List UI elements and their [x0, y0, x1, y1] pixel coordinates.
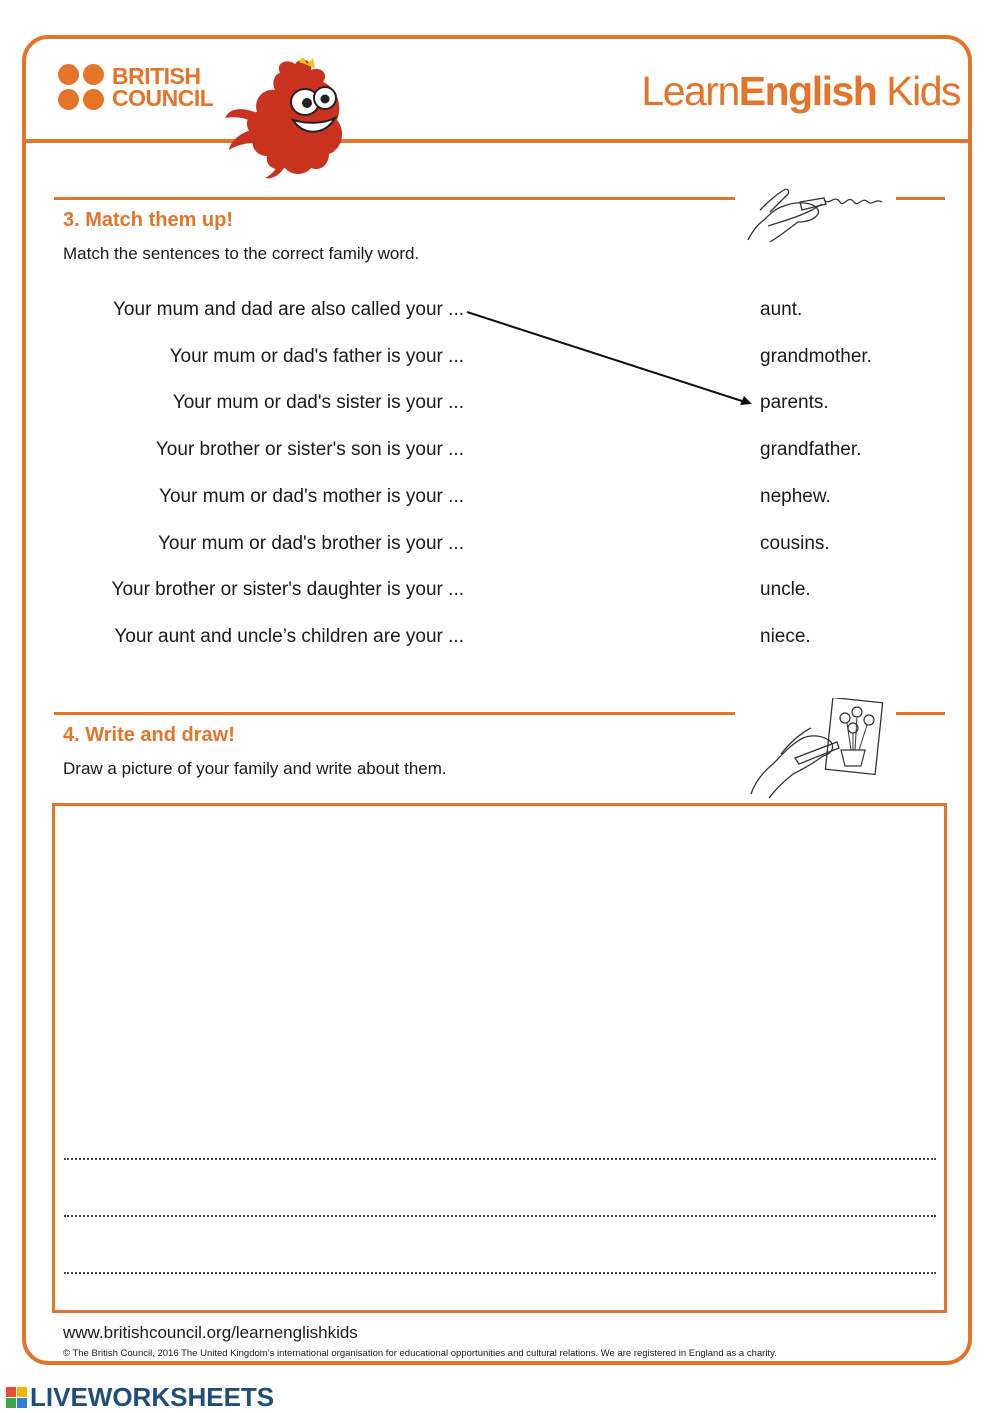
liveworksheets-logo	[6, 1382, 274, 1413]
footer-url: www.britishcouncil.org/learnenglishkids	[63, 1323, 358, 1342]
bc-logo-line1: BRITISH	[112, 63, 201, 89]
lek-logo-kids: Kids	[876, 68, 960, 114]
section4-instruction: Draw a picture of your family and write about them.	[63, 759, 447, 778]
hand-drawing-icon	[745, 698, 885, 800]
writing-line-3[interactable]	[64, 1272, 936, 1274]
match-right-item-2[interactable]: grandmother.	[760, 346, 872, 367]
liveworksheets-blocks-icon	[6, 1387, 27, 1408]
match-left-item-5[interactable]: Your mum or dad's mother is your ...	[159, 486, 464, 507]
writing-line-1[interactable]	[64, 1158, 936, 1160]
liveworksheets-text: LIVEWORKSHEETS	[30, 1382, 275, 1412]
match-left-item-1[interactable]: Your mum and dad are also called your ...	[113, 299, 464, 320]
bc-logo-line2: COUNCIL	[112, 85, 214, 111]
match-left-item-6[interactable]: Your mum or dad's brother is your ...	[157, 533, 464, 554]
match-right-item-4[interactable]: grandfather.	[760, 439, 862, 460]
match-left-item-2[interactable]: Your mum or dad's father is your ...	[169, 346, 464, 367]
drawing-area[interactable]	[52, 803, 947, 1313]
match-left-item-4[interactable]: Your brother or sister's son is your ...	[155, 439, 464, 460]
section4-rule-left	[54, 712, 735, 715]
match-left-item-7[interactable]: Your brother or sister's daughter is your ...	[111, 579, 464, 600]
match-right-item-1[interactable]: aunt.	[760, 299, 803, 320]
lek-logo-english: English	[738, 68, 877, 114]
section4-rule-right	[896, 712, 945, 715]
section3-title: 3. Match them up!	[63, 209, 234, 231]
footer-copyright: © The British Council, 2016 The United Kingdom’s international organisation for educational opportunities and cultural relations. We are registered in England as a charity.	[63, 1348, 777, 1359]
match-left-item-8[interactable]: Your aunt and uncle’s children are your ...	[114, 626, 464, 647]
match-right-item-6[interactable]: cousins.	[760, 533, 830, 554]
match-right-item-8[interactable]: niece.	[760, 626, 811, 647]
match-right-item-7[interactable]: uncle.	[760, 579, 811, 600]
writing-line-2[interactable]	[64, 1215, 936, 1217]
section3-instruction: Match the sentences to the correct family word.	[63, 244, 420, 263]
match-right-item-3[interactable]: parents.	[760, 392, 829, 413]
match-left-item-3[interactable]: Your mum or dad's sister is your ...	[172, 392, 464, 413]
lek-logo-learn: Learn	[641, 68, 739, 114]
section4-title: 4. Write and draw!	[63, 724, 235, 746]
match-right-item-5[interactable]: nephew.	[760, 486, 831, 507]
